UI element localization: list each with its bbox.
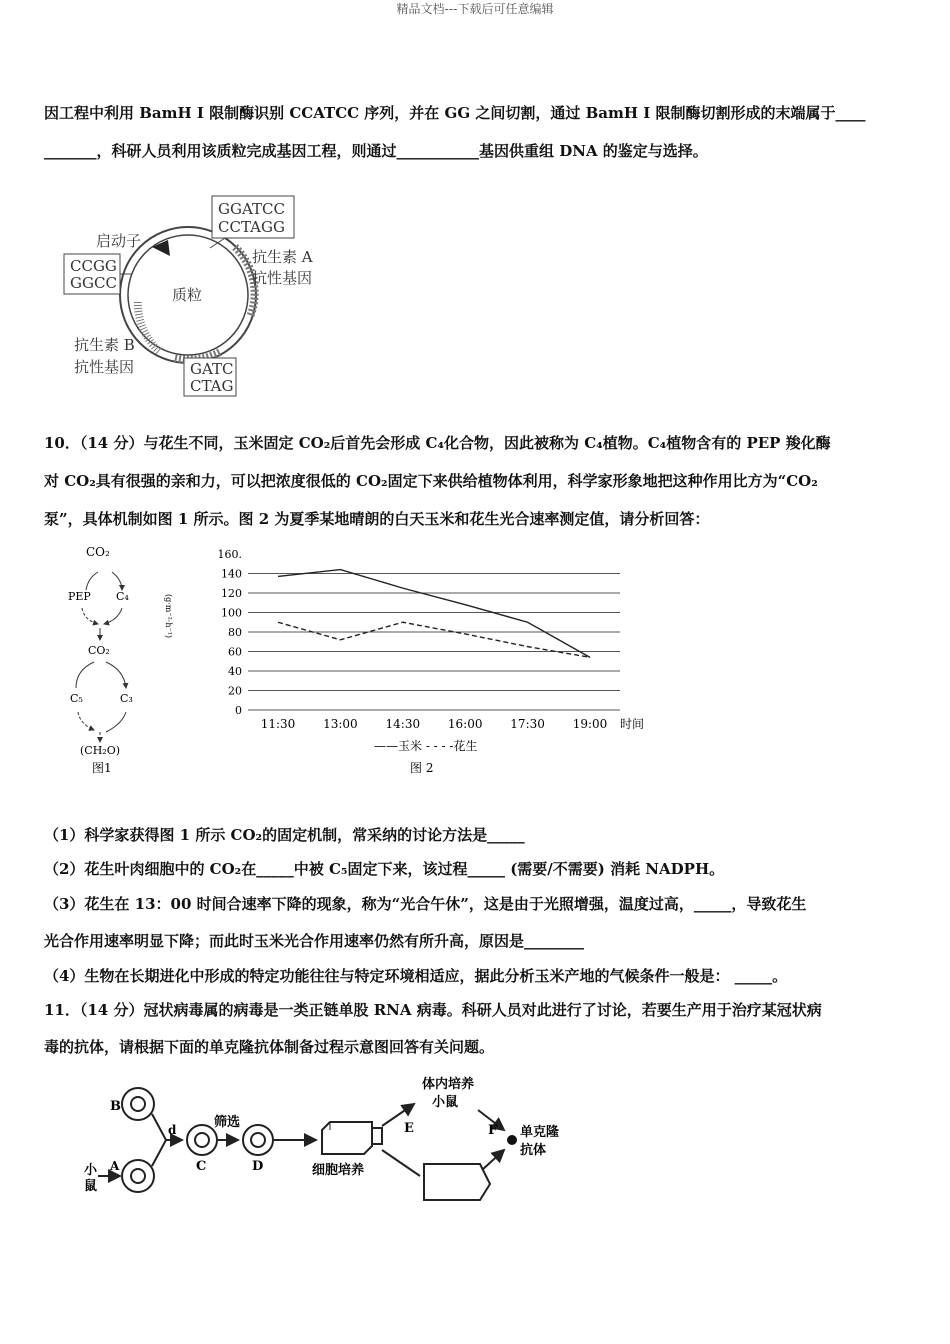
chart-xtick-label: 19:00 <box>572 717 608 731</box>
fig1-caption: 图1 <box>92 761 112 775</box>
fig3-label-c: C <box>196 1159 207 1174</box>
chart-caption: 图 2 <box>410 761 434 775</box>
q10-sub-4: （4）生物在长期进化中形成的特定功能往往与特定环境相适应，据此分析玉米产地的气候条件一般是： _____。 <box>44 967 788 985</box>
left-seq-2: GGCC <box>70 274 117 292</box>
fig3-label-a: A <box>110 1159 120 1173</box>
paragraph-line-2: _______，科研人员利用该质粒完成基因工程，则通过___________基因供重组 DNA 的鉴定与选择。 <box>44 142 708 160</box>
chart-ytick-label: 120 <box>221 587 242 600</box>
promoter-label: 启动子 <box>96 232 142 250</box>
promoter-arrow-icon <box>152 240 170 256</box>
fig3-label-e: E <box>404 1121 414 1136</box>
fig3-invivo-1: 体内培养 <box>422 1077 475 1092</box>
paragraph-line-1: 因工程中利用 BamH I 限制酶识别 CCATCC 序列，并在 GG 之间切割，通过 BamH I 限制酶切割形成的末端属于____ <box>44 104 866 122</box>
figure-1-co2-pump <box>60 540 150 780</box>
fig3-label-b: B <box>110 1099 121 1114</box>
chart-ytick-label: 80 <box>228 626 242 639</box>
antibiotic-a-label-2: 抗性基因 <box>252 269 313 287</box>
top-seq-2: CCTAGG <box>218 218 285 236</box>
left-seq-1: CCGG <box>70 257 117 275</box>
figure-2-chart <box>164 540 660 780</box>
top-seq-1: GGATCC <box>218 200 285 218</box>
fig3-mouse-1: 小 <box>84 1163 98 1178</box>
chart-xtick-label: 17:30 <box>510 717 545 731</box>
chart-x-suffix: 时间 <box>620 717 645 731</box>
fig1-c5: C₅ <box>70 692 83 705</box>
q10-sub-1: （1）科学家获得图 1 所示 CO₂的固定机制，常采纳的讨论方法是_____ <box>44 826 525 844</box>
q10-line-1: 10．（14 分）与花生不同，玉米固定 CO₂后首先会形成 C₄化合物，因此被称为 C₄植物。C₄植物含有的 PEP 羧化酶 <box>44 434 831 452</box>
chart-ylabel: (g·m⁻²·h⁻¹) <box>164 594 173 639</box>
chart-ytick-label: 40 <box>228 665 242 678</box>
page-header: 精品文档---下载后可任意编辑 <box>396 2 554 16</box>
q10-sub-3a: （3）花生在 13：00 时间合速率下降的现象，称为“光合午休”，这是由于光照增强，温度过高，_____，导致花生 <box>44 895 807 913</box>
chart-xtick-label: 11:30 <box>260 717 296 731</box>
chart-series-line-玉米 <box>278 570 590 658</box>
antibiotic-b-label-1: 抗生素 B <box>74 336 135 354</box>
plasmid-figure <box>60 192 340 402</box>
fig3-culture-label: 细胞培养 <box>312 1163 365 1178</box>
fig3-label-d: D <box>252 1159 264 1174</box>
chart-ytick-label: 160. <box>217 548 242 561</box>
chart-xtick-label: 13:00 <box>323 717 358 731</box>
chart-xtick-label: 16:00 <box>447 717 483 731</box>
chart-legend: ——玉米 - - - -花生 <box>374 739 478 753</box>
fig3-mouse-2: 鼠 <box>84 1179 98 1194</box>
fig3-mab-2: 抗体 <box>520 1143 547 1158</box>
antibiotic-a-label-1: 抗生素 A <box>252 248 313 266</box>
bottom-seq-2: CTAG <box>190 377 234 395</box>
chart-ytick-label: 20 <box>228 684 242 698</box>
fig1-co2-top: CO₂ <box>86 545 110 559</box>
fig1-ch2o: (CH₂O) <box>80 744 121 757</box>
plasmid-center-label: 质粒 <box>172 286 203 304</box>
q10-sub-3b: 光合作用速率明显下降；而此时玉米光合作用速率仍然有所升高，原因是________ <box>44 932 585 950</box>
chart-ytick-label: 60 <box>228 645 242 659</box>
fig3-screen-label: 筛选 <box>214 1115 241 1130</box>
q11-line-2: 毒的抗体，请根据下面的单克隆抗体制备过程示意图回答有关问题。 <box>44 1038 495 1056</box>
fig1-c3: C₃ <box>120 692 133 705</box>
q10-line-2: 对 CO₂具有很强的亲和力，可以把浓度很低的 CO₂固定下来供给植物体利用，科学家形象地把这种作用比方为“CO₂ <box>44 472 818 490</box>
antibody-dot-icon <box>507 1135 517 1145</box>
chart-series-line-花生 <box>278 622 590 657</box>
bottom-seq-1: GATC <box>190 360 234 378</box>
fig3-label-f: F <box>488 1123 498 1138</box>
q11-line-1: 11．（14 分）冠状病毒属的病毒是一类正链单股 RNA 病毒。科研人员对此进行了讨论，若要生产用于治疗某冠状病 <box>44 1001 822 1019</box>
chart-ytick-label: 0 <box>235 704 242 717</box>
chart-xtick-label: 14:30 <box>385 717 421 731</box>
antibiotic-b-label-2: 抗性基因 <box>74 358 135 376</box>
fig3-invivo-2: 小鼠 <box>432 1095 459 1110</box>
chart-ytick-label: 100 <box>221 606 242 620</box>
fig3-mab-1: 单克隆 <box>520 1125 560 1140</box>
figure-3-mab-process <box>80 1070 580 1210</box>
q10-sub-2: （2）花生叶肉细胞中的 CO₂在_____中被 C₅固定下来，该过程_____ (需要/不需要) 消耗 NADPH。 <box>44 860 725 878</box>
fig3-label-d-lower: d <box>168 1123 177 1137</box>
fig1-co2-mid: CO₂ <box>88 644 110 657</box>
q10-line-3: 泵”，具体机制如图 1 所示。图 2 为夏季某地晴朗的白天玉米和花生光合速率测定值，请分析回答： <box>44 510 710 528</box>
fig1-c4: C₄ <box>116 590 129 603</box>
chart-ytick-label: 140 <box>221 567 242 581</box>
fig1-pep: PEP <box>68 590 91 603</box>
